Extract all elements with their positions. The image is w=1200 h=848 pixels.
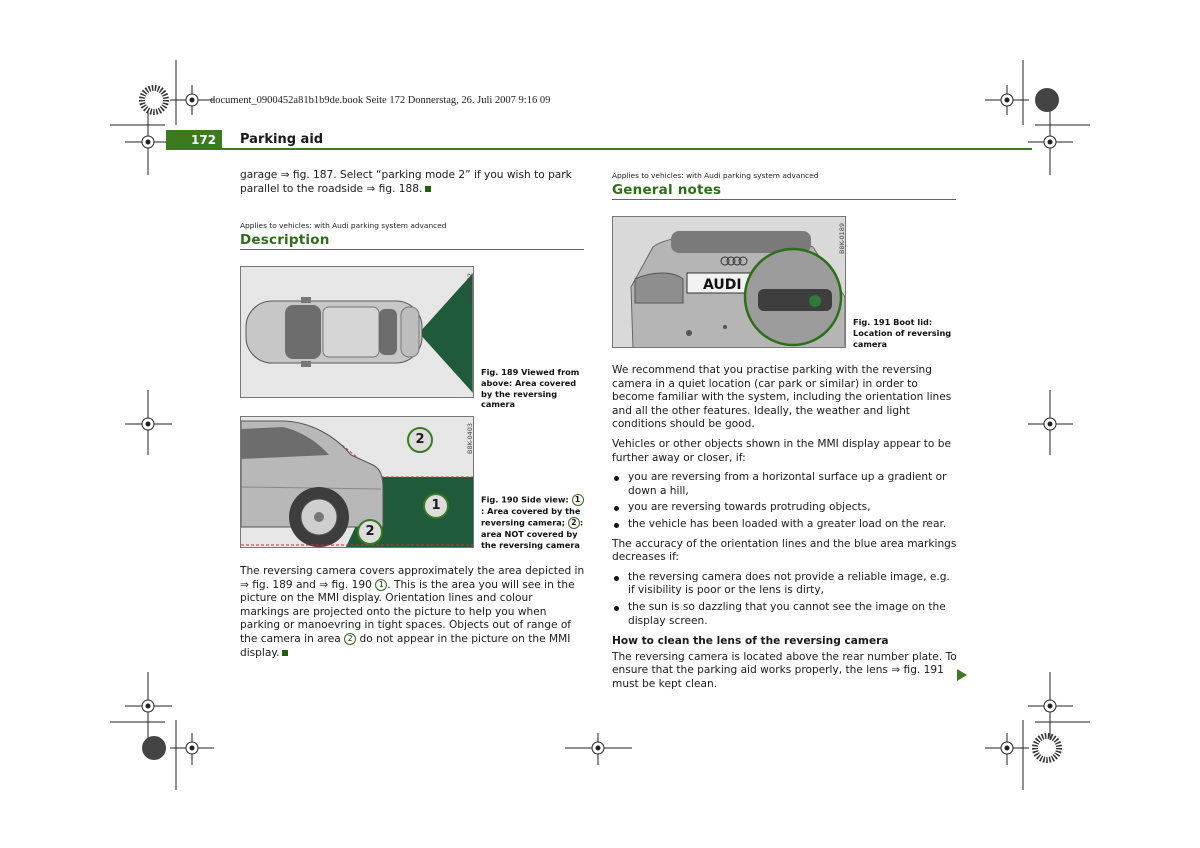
area-marker-2-top: 2 <box>407 427 433 453</box>
bullet-sun: the sun is so dazzling that you cannot see the image on the display screen. <box>612 601 957 628</box>
bullet-protruding: you are reversing towards protruding objects, <box>612 501 957 515</box>
figure-190-side-view <box>240 416 474 548</box>
description-paragraph: The reversing camera covers approximately the area depicted in ⇒ fig. 189 and ⇒ fig. 190 1 . This is the area you will see in the picture on the MMI display. Orientation lines and colour markings are projected onto the picture to help you when parking or manoevring in tight spaces. Objects out of range of the camera in area 2 do not appear in the picture on the MMI display. <box>240 565 585 659</box>
figure-191-caption: Fig. 191 Boot lid: Location of reversing camera <box>853 317 952 349</box>
page-number: 172 <box>166 130 222 150</box>
figure-189-caption: Fig. 189 Viewed from above: Area covered by the reversing camera <box>481 367 580 410</box>
file-header-line: document_0900452a81b1b9de.book Seite 172 Donnerstag, 26. Juli 2007 9:16 09 <box>210 95 551 106</box>
general-notes-body <box>612 364 957 691</box>
bullet-load: the vehicle has been loaded with a greater load on the rear. <box>612 518 957 532</box>
paragraph-4: The reversing camera is located above the rear number plate. To ensure that the parking aid works properly, the lens ⇒ fig. 191 must be kept clean. <box>612 650 957 690</box>
end-mark <box>425 186 431 192</box>
subheading-clean-lens: How to clean the lens of the reversing camera <box>612 635 889 648</box>
paragraph-1: We recommend that you practise parking with the reversing camera in a quiet location (car park or similar) in order to become familiar with the system, including the orientation lines and all the other features. Ideally, the weather and light conditions should be good. <box>612 364 952 431</box>
figure-189-code: B8K-0402 <box>466 272 474 304</box>
end-mark <box>282 650 288 656</box>
figure-190-code: B8K-0403 <box>466 422 474 454</box>
license-plate-text: AUDI <box>703 277 742 293</box>
continue-arrow-icon <box>957 669 967 681</box>
bullet-gradient: you are reversing from a horizontal surface up a gradient or down a hill, <box>612 471 957 498</box>
inline-callout-1: 1 <box>375 579 387 591</box>
car-top-illustration <box>241 267 474 398</box>
boot-lid-illustration <box>613 217 846 348</box>
section-rule-left <box>240 249 584 250</box>
figure-190-caption: Fig. 190 Side view: 1: Area covered by the reversing camera; 2 : area NOT covered by the reversing camera <box>481 494 584 550</box>
running-title: Parking aid <box>240 132 324 147</box>
area-marker-1: 1 <box>423 493 449 519</box>
section-title-description: Description <box>240 232 330 248</box>
paragraph-2: Vehicles or other objects shown in the MMI display appear to be further away or closer, if: <box>612 437 952 464</box>
intro-paragraph: garage ⇒ fig. 187. Select “parking mode 2” if you wish to park parallel to the roadside ⇒ fig. 188. <box>240 169 572 195</box>
callout-1: 1 <box>572 494 584 506</box>
section-title-general-notes: General notes <box>612 182 722 198</box>
area-marker-2-bottom: 2 <box>357 519 383 545</box>
applies-note-right: Applies to vehicles: with Audi parking system advanced <box>612 171 819 180</box>
section-rule-right <box>612 199 956 200</box>
figure-191-boot-lid <box>612 216 846 348</box>
applies-note-left: Applies to vehicles: with Audi parking system advanced <box>240 221 447 230</box>
bullet-image: the reversing camera does not provide a reliable image, e.g. if visibility is poor or the lens is dirty, <box>612 571 957 598</box>
header-rule <box>222 148 1032 150</box>
figure-189-top-view <box>240 266 474 398</box>
paragraph-3: The accuracy of the orientation lines and the blue area markings decreases if: <box>612 537 957 564</box>
callout-2: 2 <box>568 517 580 529</box>
inline-callout-2: 2 <box>344 633 356 645</box>
figure-191-code: B8K-0189 <box>838 222 846 254</box>
